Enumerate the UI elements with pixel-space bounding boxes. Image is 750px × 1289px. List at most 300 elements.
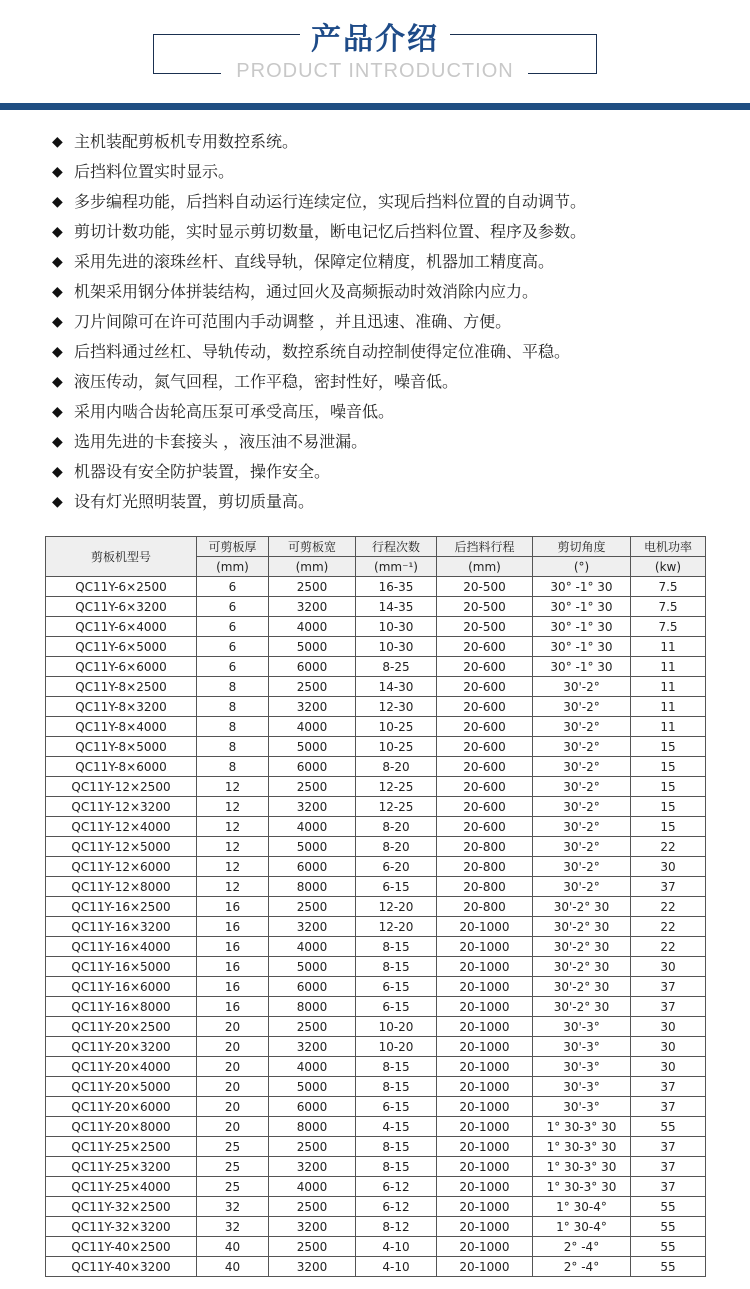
table-cell: 20-1000	[437, 1177, 533, 1197]
table-cell: 30	[631, 1017, 706, 1037]
table-cell: 30	[631, 1037, 706, 1057]
table-cell: 2° -4°	[533, 1257, 631, 1277]
model-cell: QC11Y-20×4000	[46, 1057, 197, 1077]
table-cell: 12-30	[356, 697, 437, 717]
table-row	[46, 657, 706, 677]
table-cell: 22	[631, 837, 706, 857]
table-cell: 6-15	[356, 997, 437, 1017]
feature-item	[52, 217, 732, 247]
table-cell: 6000	[269, 977, 356, 997]
table-cell: 10-25	[356, 717, 437, 737]
table-cell: 37	[631, 1157, 706, 1177]
header-cell: 电机功率	[631, 537, 706, 557]
header-cell: 后挡料行程	[437, 537, 533, 557]
table-cell: 20	[197, 1057, 269, 1077]
table-cell: 12	[197, 877, 269, 897]
table-row	[46, 1117, 706, 1137]
table-cell: 37	[631, 1177, 706, 1197]
table-cell: 30'-2°	[533, 757, 631, 777]
table-cell: 2500	[269, 777, 356, 797]
table-cell: 10-30	[356, 617, 437, 637]
table-cell: 30	[631, 857, 706, 877]
feature-text: 后挡料位置实时显示。	[74, 162, 235, 181]
model-cell: QC11Y-20×3200	[46, 1037, 197, 1057]
table-row	[46, 797, 706, 817]
table-cell: 30'-2°	[533, 697, 631, 717]
table-cell: 20-500	[437, 577, 533, 597]
table-cell: 12	[197, 817, 269, 837]
feature-item	[52, 457, 732, 487]
feature-text: 后挡料通过丝杠、导轨传动，数控系统自动控制使得定位准确、平稳。	[74, 342, 571, 361]
table-row	[46, 937, 706, 957]
model-cell: QC11Y-40×3200	[46, 1257, 197, 1277]
table-cell: 20-1000	[437, 997, 533, 1017]
table-cell: 8	[197, 677, 269, 697]
bullet-diamond-icon: ◆	[52, 164, 63, 180]
table-cell: 30'-2°	[533, 817, 631, 837]
table-cell: 16	[197, 917, 269, 937]
table-cell: 20-1000	[437, 1057, 533, 1077]
table-cell: 20-1000	[437, 977, 533, 997]
table-cell: 6	[197, 637, 269, 657]
header-divider-bar	[0, 103, 750, 110]
table-cell: 30'-3°	[533, 1037, 631, 1057]
table-cell: 37	[631, 1097, 706, 1117]
table-cell: 22	[631, 897, 706, 917]
section-header	[0, 0, 750, 110]
table-cell: 20-1000	[437, 1017, 533, 1037]
table-cell: 4-10	[356, 1257, 437, 1277]
table-cell: 8-25	[356, 657, 437, 677]
table-cell: 2500	[269, 677, 356, 697]
table-cell: 30'-2° 30	[533, 937, 631, 957]
table-cell: 15	[631, 757, 706, 777]
table-cell: 6	[197, 617, 269, 637]
feature-text: 选用先进的卡套接头 ，液压油不易泄漏。	[74, 432, 368, 451]
table-row	[46, 917, 706, 937]
model-cell: QC11Y-8×6000	[46, 757, 197, 777]
table-cell: 12-25	[356, 777, 437, 797]
table-row	[46, 757, 706, 777]
table-cell: 20-1000	[437, 957, 533, 977]
spec-table	[45, 536, 706, 1277]
table-row	[46, 1017, 706, 1037]
table-cell: 8-20	[356, 837, 437, 857]
feature-item	[52, 367, 732, 397]
table-cell: 8000	[269, 1117, 356, 1137]
table-cell: 20	[197, 1017, 269, 1037]
model-cell: QC11Y-12×5000	[46, 837, 197, 857]
feature-item	[52, 397, 732, 427]
table-cell: 30'-2°	[533, 837, 631, 857]
table-cell: 30'-2°	[533, 677, 631, 697]
table-cell: 6-15	[356, 1097, 437, 1117]
table-cell: 55	[631, 1217, 706, 1237]
table-cell: 20	[197, 1077, 269, 1097]
table-cell: 30'-2° 30	[533, 957, 631, 977]
table-cell: 2500	[269, 897, 356, 917]
feature-item	[52, 247, 732, 277]
table-row	[46, 1217, 706, 1237]
table-cell: 20-800	[437, 877, 533, 897]
table-row	[46, 1157, 706, 1177]
table-cell: 6000	[269, 657, 356, 677]
bullet-diamond-icon: ◆	[52, 194, 63, 210]
table-cell: 20-1000	[437, 1077, 533, 1097]
table-row	[46, 817, 706, 837]
table-cell: 16-35	[356, 577, 437, 597]
table-cell: 6000	[269, 757, 356, 777]
table-cell: 3200	[269, 697, 356, 717]
table-cell: 11	[631, 677, 706, 697]
table-cell: 20-1000	[437, 1197, 533, 1217]
table-row	[46, 1257, 706, 1277]
table-cell: 3200	[269, 1157, 356, 1177]
table-cell: 4000	[269, 1177, 356, 1197]
table-cell: 2500	[269, 577, 356, 597]
table-row	[46, 1197, 706, 1217]
table-cell: 25	[197, 1137, 269, 1157]
table-row	[46, 637, 706, 657]
table-cell: 3200	[269, 1257, 356, 1277]
model-cell: QC11Y-40×2500	[46, 1237, 197, 1257]
table-cell: 30° -1° 30	[533, 617, 631, 637]
table-cell: 20-1000	[437, 1137, 533, 1157]
table-cell: 4-10	[356, 1237, 437, 1257]
table-cell: 20-600	[437, 657, 533, 677]
table-cell: 8-20	[356, 757, 437, 777]
table-cell: 25	[197, 1157, 269, 1177]
table-cell: 16	[197, 957, 269, 977]
table-cell: 20-1000	[437, 1157, 533, 1177]
table-row	[46, 1137, 706, 1157]
table-cell: 4-15	[356, 1117, 437, 1137]
model-cell: QC11Y-32×2500	[46, 1197, 197, 1217]
unit-cell: (kw)	[631, 557, 706, 577]
table-cell: 10-25	[356, 737, 437, 757]
table-cell: 30'-2°	[533, 777, 631, 797]
table-cell: 8000	[269, 997, 356, 1017]
model-cell: QC11Y-16×3200	[46, 917, 197, 937]
table-cell: 8-15	[356, 1157, 437, 1177]
table-row	[46, 977, 706, 997]
table-row	[46, 597, 706, 617]
header-cell: 行程次数	[356, 537, 437, 557]
table-cell: 3200	[269, 917, 356, 937]
table-cell: 20-1000	[437, 1097, 533, 1117]
table-cell: 37	[631, 1137, 706, 1157]
header-cell: 剪切角度	[533, 537, 631, 557]
table-cell: 5000	[269, 1077, 356, 1097]
table-cell: 15	[631, 817, 706, 837]
model-cell: QC11Y-12×4000	[46, 817, 197, 837]
table-cell: 2500	[269, 1017, 356, 1037]
feature-item	[52, 337, 732, 367]
table-row	[46, 877, 706, 897]
feature-text: 剪切计数功能，实时显示剪切数量，断电记忆后挡料位置、程序及参数。	[74, 222, 587, 241]
table-cell: 20-600	[437, 777, 533, 797]
table-cell: 20-1000	[437, 1217, 533, 1237]
table-row	[46, 577, 706, 597]
feature-item	[52, 427, 732, 457]
table-cell: 6	[197, 597, 269, 617]
table-cell: 16	[197, 897, 269, 917]
table-row	[46, 997, 706, 1017]
table-cell: 20	[197, 1117, 269, 1137]
table-cell: 12-20	[356, 897, 437, 917]
table-cell: 12	[197, 777, 269, 797]
feature-item	[52, 487, 732, 517]
table-cell: 20-1000	[437, 917, 533, 937]
table-cell: 55	[631, 1117, 706, 1137]
table-cell: 6-12	[356, 1177, 437, 1197]
table-cell: 30'-3°	[533, 1097, 631, 1117]
table-cell: 30	[631, 1057, 706, 1077]
table-cell: 30'-2° 30	[533, 997, 631, 1017]
table-cell: 20-600	[437, 677, 533, 697]
bullet-diamond-icon: ◆	[52, 494, 63, 510]
table-cell: 15	[631, 777, 706, 797]
feature-text: 主机装配剪板机专用数控系统。	[74, 132, 299, 151]
table-cell: 37	[631, 977, 706, 997]
table-cell: 30'-2° 30	[533, 917, 631, 937]
table-cell: 20	[197, 1097, 269, 1117]
table-cell: 1° 30-4°	[533, 1217, 631, 1237]
feature-item	[52, 157, 732, 187]
table-cell: 8	[197, 697, 269, 717]
table-cell: 15	[631, 737, 706, 757]
table-cell: 55	[631, 1237, 706, 1257]
table-row	[46, 1177, 706, 1197]
table-cell: 12	[197, 797, 269, 817]
table-cell: 7.5	[631, 577, 706, 597]
table-row	[46, 697, 706, 717]
section-title: 产品介绍	[311, 22, 439, 57]
table-cell: 4000	[269, 1057, 356, 1077]
model-cell: QC11Y-20×8000	[46, 1117, 197, 1137]
table-cell: 30'-2°	[533, 877, 631, 897]
table-cell: 8	[197, 717, 269, 737]
table-row	[46, 897, 706, 917]
table-cell: 20-600	[437, 697, 533, 717]
bullet-diamond-icon: ◆	[52, 284, 63, 300]
bullet-diamond-icon: ◆	[52, 404, 63, 420]
header-cell: 可剪板厚	[197, 537, 269, 557]
table-cell: 16	[197, 977, 269, 997]
header-cell-model: 剪板机型号	[46, 537, 197, 577]
feature-item	[52, 187, 732, 217]
table-cell: 20-800	[437, 857, 533, 877]
table-cell: 1° 30-3° 30	[533, 1177, 631, 1197]
table-cell: 12-20	[356, 917, 437, 937]
feature-text: 机架采用钢分体拼装结构，通过回火及高频振动时效消除内应力。	[74, 282, 539, 301]
model-cell: QC11Y-12×2500	[46, 777, 197, 797]
model-cell: QC11Y-6×6000	[46, 657, 197, 677]
table-cell: 2° -4°	[533, 1237, 631, 1257]
table-cell: 30'-2°	[533, 857, 631, 877]
model-cell: QC11Y-6×5000	[46, 637, 197, 657]
table-cell: 20	[197, 1037, 269, 1057]
table-cell: 30'-2° 30	[533, 897, 631, 917]
model-cell: QC11Y-12×3200	[46, 797, 197, 817]
table-cell: 11	[631, 717, 706, 737]
bullet-diamond-icon: ◆	[52, 314, 63, 330]
table-cell: 30'-2°	[533, 797, 631, 817]
model-cell: QC11Y-16×2500	[46, 897, 197, 917]
table-cell: 6000	[269, 1097, 356, 1117]
table-cell: 20-600	[437, 637, 533, 657]
unit-cell: (mm)	[269, 557, 356, 577]
table-cell: 20-600	[437, 797, 533, 817]
model-cell: QC11Y-6×4000	[46, 617, 197, 637]
model-cell: QC11Y-6×3200	[46, 597, 197, 617]
table-cell: 30'-3°	[533, 1057, 631, 1077]
table-cell: 30° -1° 30	[533, 597, 631, 617]
table-cell: 6-15	[356, 977, 437, 997]
unit-cell: (mm)	[197, 557, 269, 577]
table-cell: 6-12	[356, 1197, 437, 1217]
table-cell: 2500	[269, 1197, 356, 1217]
table-row	[46, 1077, 706, 1097]
table-cell: 8-15	[356, 1057, 437, 1077]
table-cell: 20-500	[437, 617, 533, 637]
table-cell: 32	[197, 1217, 269, 1237]
table-cell: 14-30	[356, 677, 437, 697]
feature-text: 液压传动，氮气回程，工作平稳，密封性好，噪音低。	[74, 372, 459, 391]
table-cell: 55	[631, 1257, 706, 1277]
table-cell: 30'-2°	[533, 717, 631, 737]
table-row	[46, 777, 706, 797]
table-cell: 20-600	[437, 717, 533, 737]
model-cell: QC11Y-32×3200	[46, 1217, 197, 1237]
model-cell: QC11Y-16×8000	[46, 997, 197, 1017]
table-cell: 20-800	[437, 837, 533, 857]
table-cell: 55	[631, 1197, 706, 1217]
table-cell: 11	[631, 697, 706, 717]
table-cell: 8-20	[356, 817, 437, 837]
table-cell: 30° -1° 30	[533, 577, 631, 597]
table-cell: 10-20	[356, 1037, 437, 1057]
table-cell: 6	[197, 657, 269, 677]
feature-text: 采用先进的滚珠丝杆、直线导轨，保障定位精度，机器加工精度高。	[74, 252, 555, 271]
table-cell: 32	[197, 1197, 269, 1217]
table-cell: 8	[197, 757, 269, 777]
model-cell: QC11Y-25×2500	[46, 1137, 197, 1157]
table-cell: 5000	[269, 837, 356, 857]
table-row	[46, 1037, 706, 1057]
table-row	[46, 957, 706, 977]
unit-cell: (mm)	[437, 557, 533, 577]
table-cell: 30° -1° 30	[533, 637, 631, 657]
bullet-diamond-icon: ◆	[52, 434, 63, 450]
table-cell: 30'-2°	[533, 737, 631, 757]
feature-text: 采用内啮合齿轮高压泵可承受高压，噪音低。	[74, 402, 395, 421]
feature-text: 机器设有安全防护装置，操作安全。	[74, 462, 331, 481]
feature-item	[52, 127, 732, 157]
table-cell: 8-12	[356, 1217, 437, 1237]
table-cell: 5000	[269, 737, 356, 757]
table-cell: 4000	[269, 937, 356, 957]
table-cell: 6	[197, 577, 269, 597]
model-cell: QC11Y-20×5000	[46, 1077, 197, 1097]
table-cell: 16	[197, 997, 269, 1017]
table-cell: 20-600	[437, 737, 533, 757]
bullet-diamond-icon: ◆	[52, 134, 63, 150]
model-cell: QC11Y-25×4000	[46, 1177, 197, 1197]
feature-item	[52, 307, 732, 337]
bullet-diamond-icon: ◆	[52, 374, 63, 390]
table-cell: 30° -1° 30	[533, 657, 631, 677]
table-cell: 3200	[269, 1217, 356, 1237]
table-cell: 15	[631, 797, 706, 817]
table-cell: 20-600	[437, 757, 533, 777]
table-cell: 7.5	[631, 597, 706, 617]
model-cell: QC11Y-8×2500	[46, 677, 197, 697]
table-cell: 5000	[269, 637, 356, 657]
table-cell: 5000	[269, 957, 356, 977]
table-cell: 37	[631, 997, 706, 1017]
model-cell: QC11Y-12×6000	[46, 857, 197, 877]
table-cell: 11	[631, 637, 706, 657]
table-cell: 20-1000	[437, 937, 533, 957]
table-row	[46, 617, 706, 637]
table-row	[46, 677, 706, 697]
model-cell: QC11Y-16×5000	[46, 957, 197, 977]
table-cell: 3200	[269, 797, 356, 817]
table-cell: 8-15	[356, 957, 437, 977]
table-cell: 40	[197, 1237, 269, 1257]
model-cell: QC11Y-8×3200	[46, 697, 197, 717]
table-cell: 20-1000	[437, 1117, 533, 1137]
table-cell: 40	[197, 1257, 269, 1277]
table-cell: 30	[631, 957, 706, 977]
unit-cell: (°)	[533, 557, 631, 577]
table-cell: 3200	[269, 1037, 356, 1057]
table-cell: 1° 30-3° 30	[533, 1157, 631, 1177]
table-cell: 20-1000	[437, 1237, 533, 1257]
model-cell: QC11Y-8×5000	[46, 737, 197, 757]
bullet-diamond-icon: ◆	[52, 344, 63, 360]
table-cell: 12-25	[356, 797, 437, 817]
table-cell: 10-20	[356, 1017, 437, 1037]
table-cell: 1° 30-3° 30	[533, 1137, 631, 1157]
table-cell: 1° 30-4°	[533, 1197, 631, 1217]
bullet-diamond-icon: ◆	[52, 224, 63, 240]
table-cell: 7.5	[631, 617, 706, 637]
table-cell: 10-30	[356, 637, 437, 657]
feature-text: 设有灯光照明装置，剪切质量高。	[74, 492, 315, 511]
table-cell: 25	[197, 1177, 269, 1197]
table-cell: 20-800	[437, 897, 533, 917]
table-cell: 6-15	[356, 877, 437, 897]
table-cell: 12	[197, 857, 269, 877]
table-cell: 12	[197, 837, 269, 857]
table-row	[46, 837, 706, 857]
model-cell: QC11Y-25×3200	[46, 1157, 197, 1177]
feature-list	[52, 127, 732, 517]
table-cell: 22	[631, 917, 706, 937]
table-row	[46, 1237, 706, 1257]
table-row	[46, 737, 706, 757]
table-cell: 22	[631, 937, 706, 957]
feature-text: 多步编程功能，后挡料自动运行连续定位，实现后挡料位置的自动调节。	[74, 192, 587, 211]
table-cell: 20-500	[437, 597, 533, 617]
table-cell: 37	[631, 1077, 706, 1097]
feature-text: 刀片间隙可在许可范围内手动调整 ，并且迅速、准确、方便。	[74, 312, 512, 331]
table-cell: 30'-3°	[533, 1017, 631, 1037]
header-cell: 可剪板宽	[269, 537, 356, 557]
table-cell: 30'-3°	[533, 1077, 631, 1097]
